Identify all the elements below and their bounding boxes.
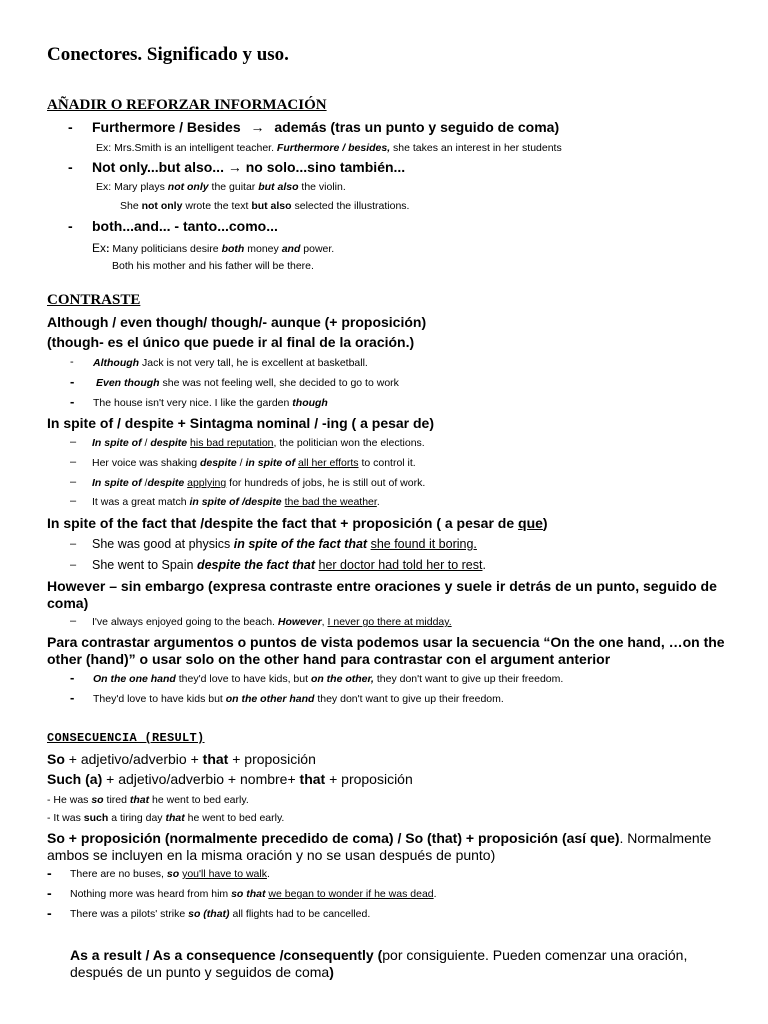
- add-item-3: both...and... - tanto...como...: [92, 218, 278, 234]
- however-example: I've always enjoyed going to the beach. However, I never go there at midday.: [92, 616, 452, 628]
- add-item-2: Not only...but also... → no solo...sino también...: [92, 159, 406, 175]
- bullet-dash: –: [70, 559, 77, 571]
- result-example-3: There are no buses, so you'll have to walk.: [70, 868, 270, 880]
- contrast-line-6: Para contrastar argumentos o puntos de vista podemos usar la secuencia “On the one hand, …on the other (hand)” o usar solo on the other hand para contrastar con el argument anterior: [47, 634, 725, 667]
- contrast-line-2: (though- es el único que puede ir al final de la oración.): [47, 334, 415, 350]
- contrast-example-3: The house isn't very nice. I like the garden though: [93, 397, 328, 409]
- spite-example-2: Her voice was shaking despite / in spite of all her efforts to control it.: [92, 457, 416, 469]
- page-title: Conectores. Significado y uso.: [47, 44, 289, 65]
- bullet-dash: -: [68, 218, 73, 234]
- result-example-1: - He was so tired that he went to bed early.: [47, 794, 249, 806]
- bullet-dash: -: [70, 394, 75, 409]
- section-heading-contrast: CONTRASTE: [47, 292, 141, 308]
- bullet-dash: –: [70, 495, 77, 507]
- hand-example-2: They'd love to have kids but on the other hand they don't want to give up their freedom.: [93, 693, 504, 705]
- result-rule-1: So + adjetivo/adverbio + that + proposición: [47, 751, 316, 767]
- spite-example-1: In spite of / despite his bad reputation, the politician won the elections.: [92, 437, 425, 449]
- fact-example-1: She was good at physics in spite of the fact that she found it boring.: [92, 537, 477, 551]
- bullet-dash: –: [70, 615, 77, 627]
- bullet-dash: -: [70, 690, 75, 705]
- section-heading-result: CONSECUENCIA (RESULT): [47, 731, 205, 745]
- result-example-5: There was a pilots' strike so (that) all flights had to be cancelled.: [70, 908, 371, 920]
- bullet-dash: -: [47, 905, 52, 921]
- add-item-2-example-2: She not only wrote the text but also selected the illustrations.: [120, 200, 410, 212]
- add-item-3-example-1: Ex: Many politicians desire both money and power.: [92, 241, 335, 255]
- add-item-1: Furthermore / Besides → además (tras un punto y seguido de coma): [92, 119, 560, 135]
- result-example-4: Nothing more was heard from him so that we began to wonder if he was dead.: [70, 888, 437, 900]
- result-rule-2: Such (a) + adjetivo/adverbio + nombre+ that + proposición: [47, 771, 413, 787]
- result-rule-3: So + proposición (normalmente precedido de coma) / So (that) + proposición (así que). Normalmente ambos se incluyen en la misma oración y no se usan después de punto): [47, 830, 712, 863]
- contrast-line-5: However – sin embargo (expresa contraste entre oraciones y suele ir detrás de un punto, seguido de coma): [47, 578, 717, 611]
- bullet-dash: –: [70, 436, 77, 448]
- bullet-dash: –: [70, 538, 77, 550]
- contrast-line-1: Although / even though/ though/- aunque (+ proposición): [47, 314, 427, 330]
- bullet-dash: -: [47, 885, 52, 901]
- bullet-dash: -: [70, 356, 74, 368]
- result-rule-4: As a result / As a consequence /consequently (por consiguiente. Pueden comenzar una oración, después de un punto y seguidos de coma): [70, 947, 688, 980]
- contrast-example-1: Although Jack is not very tall, he is excellent at basketball.: [93, 357, 368, 369]
- fact-example-2: She went to Spain despite the fact that her doctor had told her to rest.: [92, 558, 486, 572]
- bullet-dash: -: [68, 159, 73, 175]
- hand-example-1: On the one hand they'd love to have kids, but on the other, they don't want to give up their freedom.: [93, 673, 564, 685]
- contrast-line-4: In spite of the fact that /despite the fact that + proposición ( a pesar de que): [47, 515, 548, 531]
- bullet-dash: -: [70, 670, 75, 685]
- add-item-2-example-1: Ex: Mary plays not only the guitar but also the violin.: [96, 181, 346, 193]
- bullet-dash: –: [70, 476, 77, 488]
- bullet-dash: –: [70, 456, 77, 468]
- spite-example-3: In spite of /despite applying for hundreds of jobs, he is still out of work.: [92, 477, 426, 489]
- contrast-line-3: In spite of / despite + Sintagma nominal / -ing ( a pesar de): [47, 415, 435, 431]
- bullet-dash: -: [47, 865, 52, 881]
- bullet-dash: -: [70, 374, 75, 389]
- add-item-1-example: Ex: Mrs.Smith is an intelligent teacher. Furthermore / besides, she takes an interest in her students: [96, 142, 562, 154]
- add-item-3-example-2: Both his mother and his father will be there.: [112, 260, 314, 272]
- spite-example-4: It was a great match in spite of /despite the bad the weather.: [92, 496, 380, 508]
- result-example-2: - It was such a tiring day that he went to bed early.: [47, 812, 285, 824]
- bullet-dash: -: [68, 119, 73, 135]
- contrast-example-2: Even though she was not feeling well, she decided to go to work: [96, 377, 399, 389]
- section-heading-add: AÑADIR O REFORZAR INFORMACIÓN: [47, 97, 327, 113]
